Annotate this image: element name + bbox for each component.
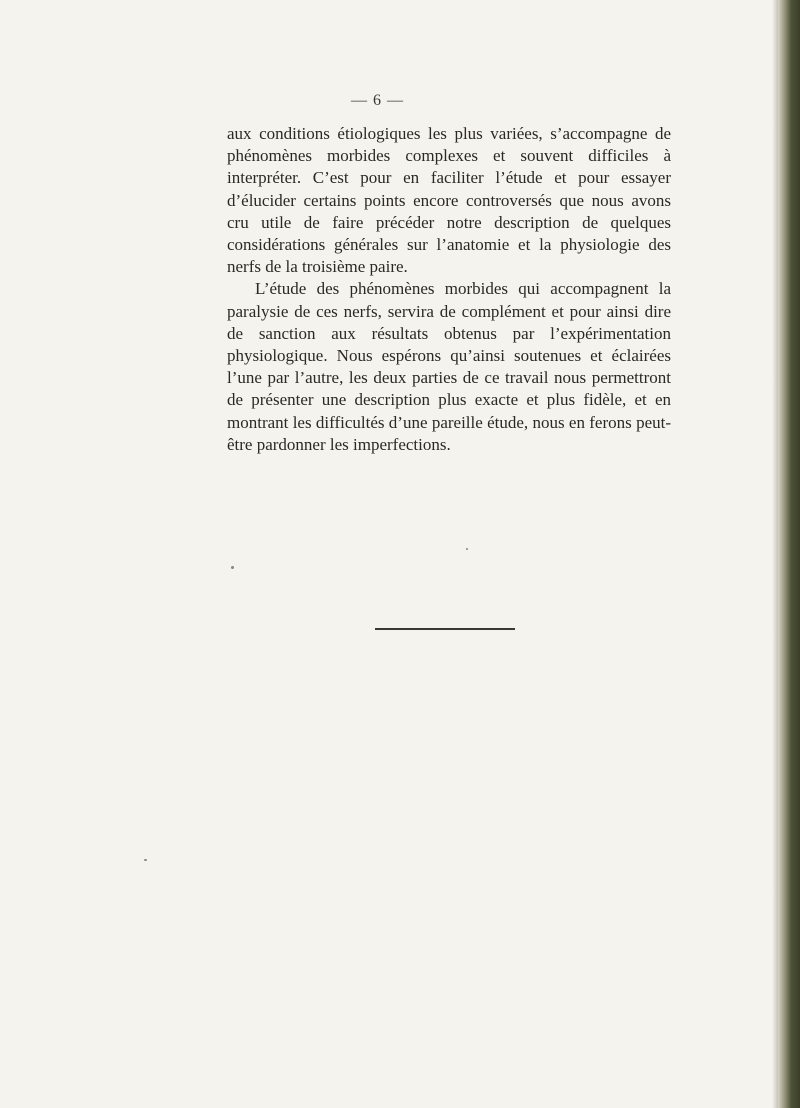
page-number: — 6 — xyxy=(351,92,404,109)
paragraph-2: L’étude des phénomènes morbides qui accompagnent la paralysie de ces nerfs, servira de complément et pour ainsi dire de sanction aux résultats obtenus par l’expérimentation physiologique. Nous espérons qu’ainsi soutenues et éclairées l’une par l’autre, les deux parties de ce travail nous permettront de présenter une description plus exacte et plus fidèle, et en montrant les difficultés d’une pareille étude, nous en ferons peut-être pardonner les imperfections. xyxy=(227,279,671,454)
body-text xyxy=(227,123,671,456)
paper-speck xyxy=(466,548,468,550)
paper-speck xyxy=(231,566,234,569)
paper-speck xyxy=(144,859,147,861)
section-end-rule xyxy=(375,628,515,630)
binding-edge xyxy=(778,0,800,1108)
paragraph-1: aux conditions étiologiques les plus variées, s’accompagne de phénomènes morbides complexes et souvent difficiles à interpréter. C’est pour en faciliter l’étude et pour essayer d’élucider certains points encore controversés que nous avons cru utile de faire précéder notre description de quelques considérations générales sur l’anatomie et la physiologie des nerfs de la troisième paire. xyxy=(227,124,671,277)
